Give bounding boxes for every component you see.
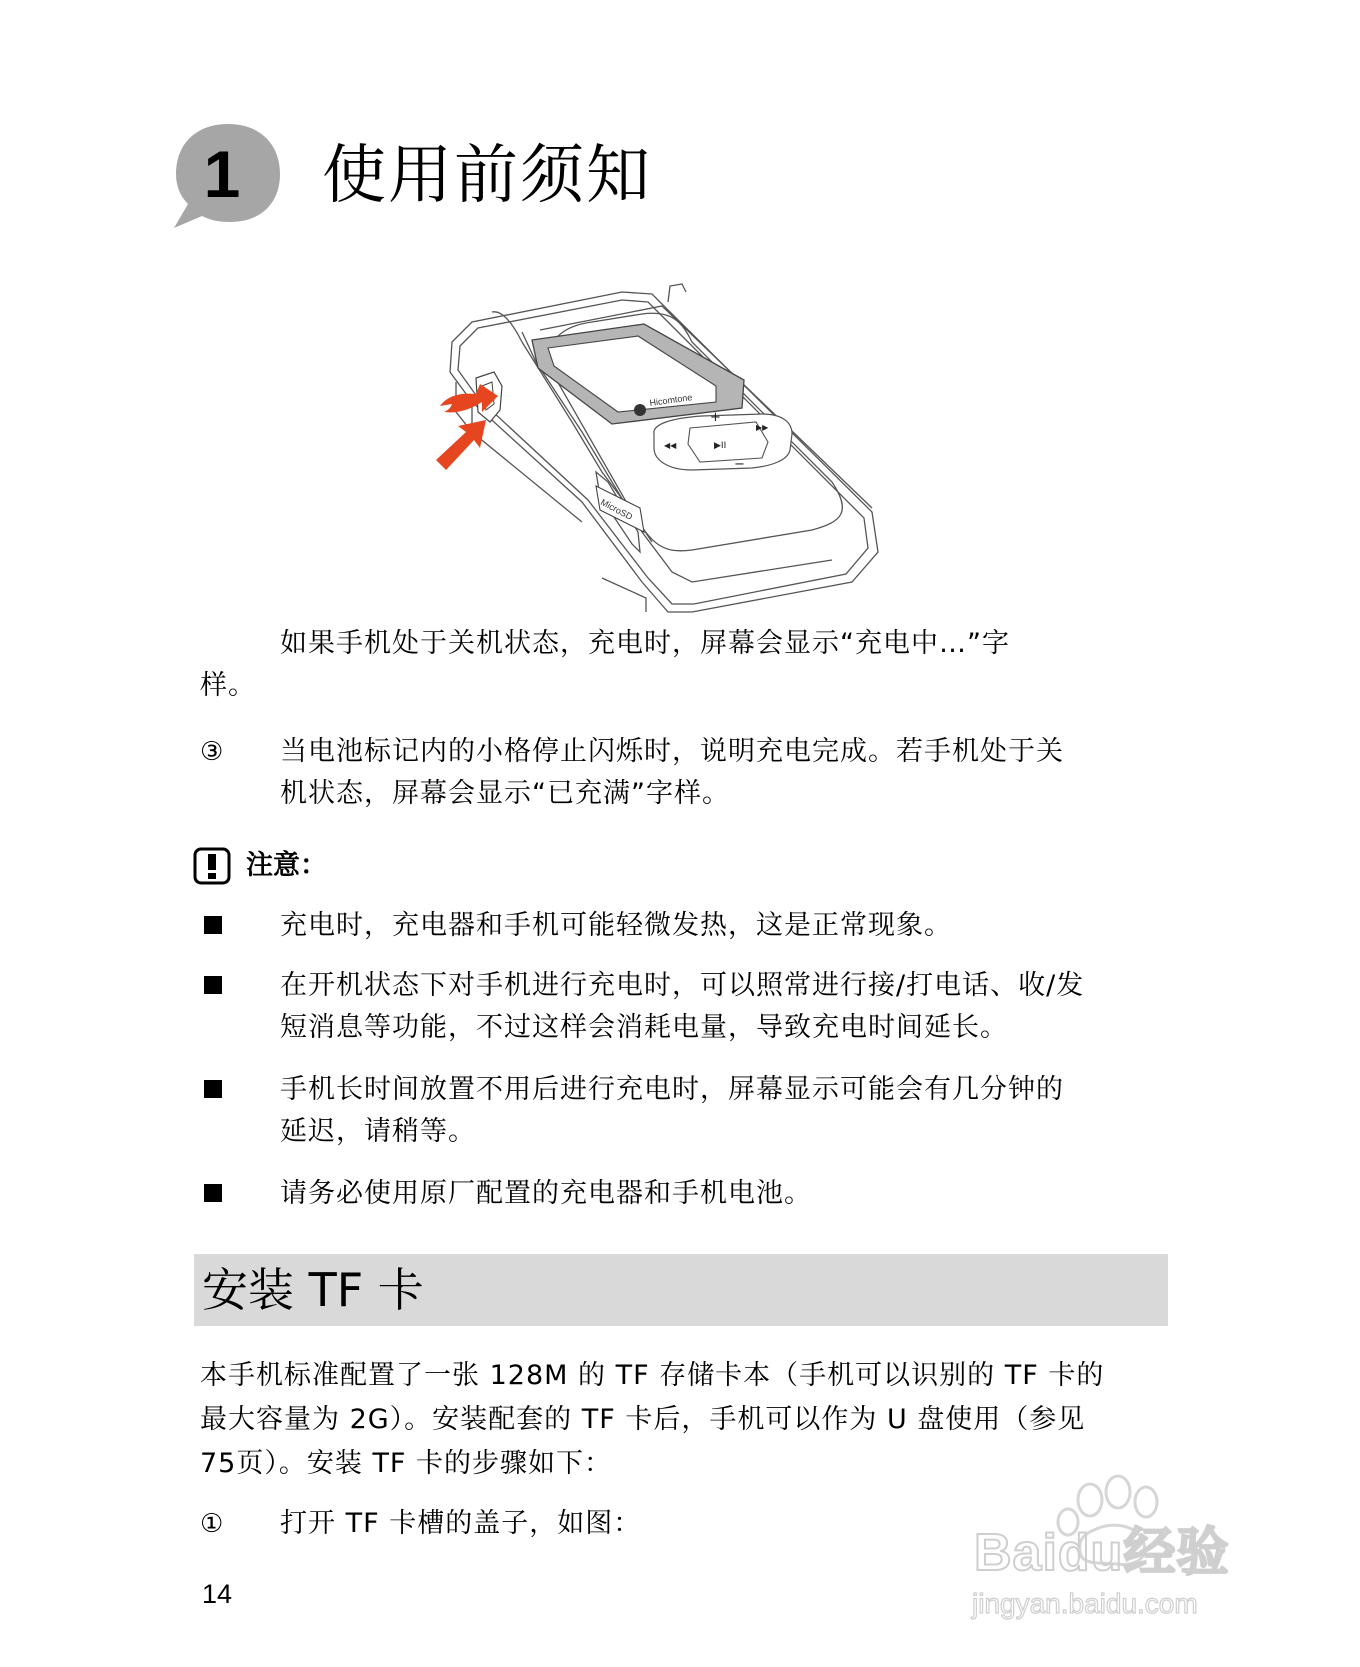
bullet-square <box>204 976 222 994</box>
keypad-next: ▶▶ <box>756 423 769 432</box>
bullet-square <box>204 1080 222 1098</box>
card-slot-label: MicroSD <box>599 496 635 522</box>
step3-line1: 当电池标记内的小格停止闪烁时，说明充电完成。若手机处于关 <box>280 736 1064 767</box>
charging-note-line1: 如果手机处于关机状态，充电时，屏幕会显示“充电中…”字 <box>280 628 1010 659</box>
notice-item-3-line1: 手机长时间放置不用后进行充电时，屏幕显示可能会有几分钟的 <box>280 1074 1064 1105</box>
notice-label: 注意： <box>246 850 327 881</box>
notice-item-4: 请务必使用原厂配置的充电器和手机电池。 <box>280 1178 812 1209</box>
notice-item-2-line2: 短消息等功能，不过这样会消耗电量，导致充电时间延长。 <box>280 1012 1008 1043</box>
section-intro-line1: 本手机标准配置了一张 128M 的 TF 存储卡本（手机可以识别的 TF 卡的 <box>200 1360 1105 1391</box>
warning-icon <box>192 846 232 886</box>
phone-brand-text: Hicomtone <box>648 392 693 408</box>
insert-arrow-icon <box>436 420 486 470</box>
notice-item-3-line2: 延迟，请稍等。 <box>280 1116 476 1147</box>
section-intro-line2: 最大容量为 2G）。安装配套的 TF 卡后，手机可以作为 U 盘使用（参见 <box>200 1404 1086 1435</box>
bullet-square <box>204 916 222 934</box>
section-title: 安装 TF 卡 <box>202 1263 424 1317</box>
watermark-url: jingyan.baidu.com <box>972 1588 1198 1619</box>
phone-charging-illustration <box>432 282 942 618</box>
charging-note-line2: 样。 <box>200 670 256 701</box>
step3-marker: ③ <box>200 737 224 767</box>
step1-text: 打开 TF 卡槽的盖子，如图： <box>280 1508 642 1539</box>
section-intro-line3: 75页）。安装 TF 卡的步骤如下： <box>200 1448 613 1479</box>
bullet-square <box>204 1184 222 1202</box>
step1-marker: ① <box>200 1509 224 1539</box>
keypad-prev: ◀◀ <box>664 441 677 450</box>
keypad-minus: − <box>734 457 745 472</box>
chapter-number: 1 <box>203 137 241 211</box>
watermark-logo-text: Baidu经验 <box>974 1524 1230 1582</box>
step3-line2: 机状态，屏幕会显示“已充满”字样。 <box>280 778 730 809</box>
page-number: 14 <box>202 1579 233 1609</box>
chapter-title: 使用前须知 <box>322 139 652 213</box>
notice-item-2-line1: 在开机状态下对手机进行充电时，可以照常进行接/打电话、收/发 <box>280 970 1085 1001</box>
notice-item-1: 充电时，充电器和手机可能轻微发热，这是正常现象。 <box>280 910 952 941</box>
keypad-play: ▶II <box>714 441 727 451</box>
keypad-plus: + <box>710 410 721 425</box>
